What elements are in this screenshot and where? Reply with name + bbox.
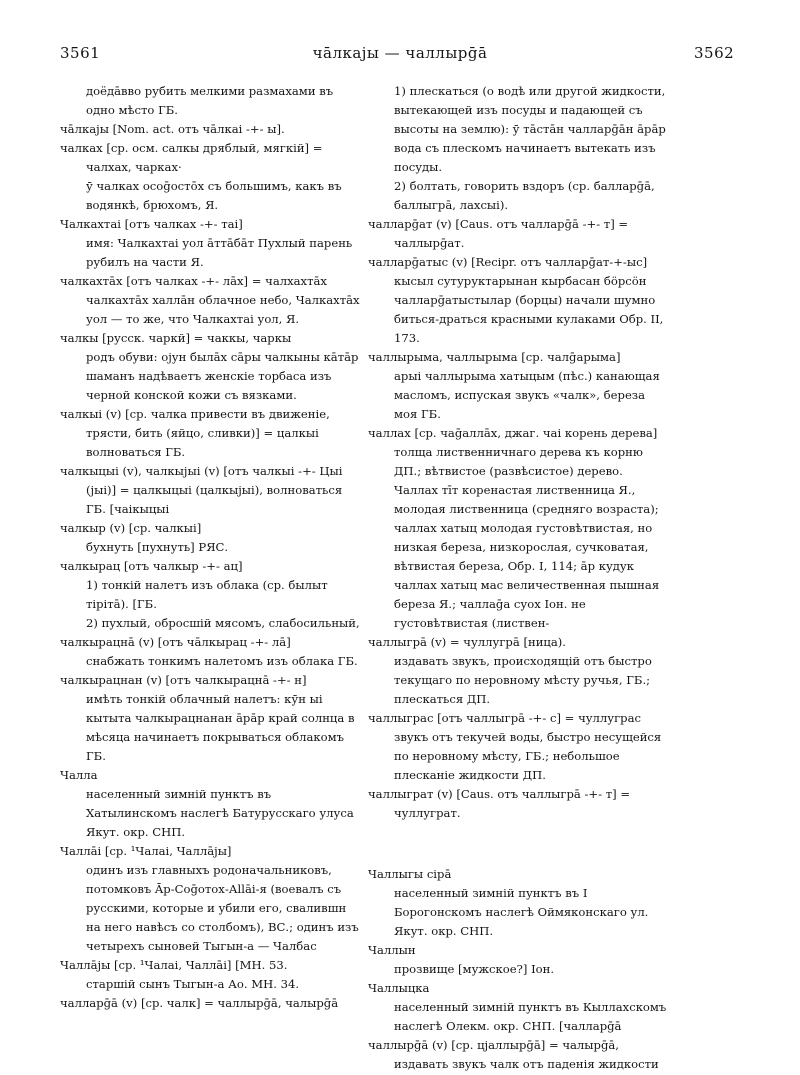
definition-text: 2) болтать, говорить вздоръ (ср. балларḡā, баллыгрā, лахсыі). — [394, 179, 655, 212]
definition-text: старшій сынъ Тыгын-а Ао. МН. 34. — [86, 977, 300, 991]
headword-line: чалларḡā (v) [ср. чалк] = чаллырḡā, чалырḡā — [60, 996, 339, 1010]
headword-line: чалкыцыі (v), чалкыjыі (v) [отъ чалкыі -+- Цыі (jыі)] = цалкыцыі (цалкыjыі), волноваться ГБ. [чаікыцыі — [60, 464, 343, 516]
right-column — [368, 82, 668, 1074]
headword-line: Чаллāі [ср. ¹Чалаі, Чаллājы] — [60, 844, 232, 858]
left-column — [60, 82, 360, 1013]
headword-line: Чаллын — [368, 943, 416, 958]
definition-text: волноваться ГБ. — [86, 445, 186, 459]
headword-line: чалках [ср. осм. салкы дряблый, мягкій] = чалхах, чарках· — [60, 141, 323, 174]
definition-text: ӯ чалках осоḡостōх съ большимъ, какъ въ водянкѣ, брюхомъ, Я. — [86, 179, 342, 212]
headword-line: чалкыі (v) [ср. чалка привести въ движеніе, трясти, бить (яйцо, сливки)] = цалкыі — [60, 407, 330, 440]
definition-text: толща лиственничнаго дерева къ корню ДП.; вѣтвистое (развѣсистое) дерево. Чаллах тīт коренастая лиственница Я., молодая лиственница (средняго возраста); чаллах хатыц молодая густовѣтвистая, но низкая береза, низкорослая, сучковатая, вѣтвистая береза, Обр. I, 114; āр кудук чаллах хатыц мас величественная пышная береза Я.; чаллаḡа суох Іон. не густовѣтвистая (листвен- — [394, 445, 660, 630]
definition-text: имѣть тонкій облачный налетъ: кӯн ыі кытыта чалкырацнанан āрāр край солнца в мѣсяца начинаетъ покрываться облакомъ ГБ. — [86, 692, 355, 763]
definition-text: бухнуть [пухнуть] РЯС. — [86, 540, 229, 554]
definition-text: 2) пухлый, обросшій мясомъ, слабосильный, — [86, 616, 360, 630]
definition-text: населенный зимній пунктъ въ Хатылинскомъ наслегѣ Батурусскаго улуса Якут. окр. СНП. — [86, 787, 354, 839]
spacer — [368, 835, 668, 854]
headword-line: чаллырыма, чаллырыма [ср. чалḡарыма] — [368, 350, 621, 364]
headword-line: Чаллыгы сірā — [368, 867, 452, 882]
definition-text: 1) тонкій налетъ изъ облака (ср. былыт тірітā). [ГБ. — [86, 578, 328, 611]
definition-text: звукъ отъ текучей воды, быстро несущейся по неровному мѣсту, ГБ.; небольшое плесканіе жидкости ДП. — [394, 730, 662, 782]
headword-line: чалкыр (v) [ср. чалкыі] — [60, 521, 202, 535]
headword-line: чалларḡатыс (v) [Recipr. отъ чалларḡат-+-ыс] — [368, 255, 648, 269]
headword-line: чалкы [русск. чаркй] = чаккы, чаркы — [60, 331, 292, 345]
headword-line: чалкахтāх [отъ чалках -+- лāх] = чалхахтāх — [60, 274, 327, 288]
definition-text: арыі чаллырыма хатыцым (пѣс.) канающая масломъ, испуская звукъ «чалк», береза моя ГБ. — [394, 369, 660, 421]
definition-text: чалкахтāх халлāн облачное небо, Чалкахтāх уол — то же, что Чалкахтаі уол, Я. — [86, 293, 360, 326]
definition-text: издавать звукъ чалк отъ паденія жидкости — [394, 1057, 659, 1072]
definition-text: издавать звукъ, происходящій отъ быстро текущаго по неровному мѣсту ручья, ГБ.; плескаться ДП. — [394, 654, 652, 706]
definition-text: населенный зимній пунктъ въ Кыллахскомъ наслегѣ Олекм. окр. СНП. [чалларḡā — [394, 1000, 667, 1034]
running-header-title: чāлкаjы — чаллырḡā — [312, 44, 488, 62]
definition-text: прозвище [мужское?] Іон. — [394, 962, 555, 977]
headword-line: чаллыграт (v) [Caus. отъ чаллыгрā -+- т] = чуллуграт. — [368, 787, 631, 820]
headword-line: чалкырац [отъ чалкыр -+- ац] — [60, 559, 243, 573]
definition-text: имя: Чалкахтаі уол āттāбāт Пухлый парень рубилъ на части Я. — [86, 236, 353, 269]
headword-line: чалларḡат (v) [Caus. отъ чалларḡā -+- т] = чаллырḡат. — [368, 217, 629, 250]
definition-text: населенный зимній пунктъ въ I Борогонскомъ наслегѣ Оймяконскаго ул. Якут. окр. СНП. — [394, 886, 649, 939]
headword-line: Чалла — [60, 768, 98, 782]
headword-line: чāлкаjы [Nom. act. отъ чāлкаі -+- ы]. — [60, 122, 285, 136]
headword-line: чаллыграс [отъ чаллыгрā -+- с] = чуллуграс — [368, 711, 642, 725]
headword-line: Чаллājы [ср. ¹Чалаі, Чаллāі] [МН. 53. — [60, 958, 288, 972]
definition-text: доёдāвво рубить мелкими размахами въ одно мѣсто ГБ. — [86, 84, 334, 117]
headword-line: чалкырацнā (v) [отъ чāлкырац -+- лā] — [60, 635, 291, 649]
left-page-number: 3561 — [60, 44, 101, 62]
headword-line: чалкырацнан (v) [отъ чалкырацнā -+- н] — [60, 673, 307, 687]
definition-text: кысыл сутуруктарынан кырбасан бöрсöн чалларḡатыстылар (борцы) начали шумно биться-драться красными кулаками Обр. II, 173. — [394, 274, 664, 345]
definition-text: 1) плескаться (о водѣ или другой жидкости, вытекающей изъ посуды и падающей съ высоты на землю): ӯ тāстāн чалларḡāн āрāр вода съ плескомъ начинаетъ вытекать изъ посуды. — [394, 84, 666, 174]
right-page-number: 3562 — [694, 44, 735, 62]
headword-line: Чалкахтаі [отъ чалках -+- таі] — [60, 217, 243, 231]
headword-line: Чаллыцка — [368, 981, 430, 996]
headword-line: чаллах [ср. чаḡаллāх, джаг. чаі корень дерева] — [368, 426, 658, 440]
definition-text: одинъ изъ главныхъ родоначальниковъ, потомковъ Āр-Соḡотох-Аllāі-я (воевалъ съ русскими, которые и убили его, свалившн на него навѣсъ со столбомъ), ВС.; одинъ изъ четырехъ сыновей Тыгын-а — Чалбас — [86, 863, 359, 953]
headword-line: чаллыгрā (v) = чуллугрā [ница). — [368, 635, 566, 649]
definition-text: снабжать тонкимъ налетомъ изъ облака ГБ. — [86, 654, 358, 668]
definition-text: родъ обуви: оjун былāх сāры чалкыны кāтāр шаманъ надѣваетъ женскіе торбаса изъ черной конской кожи съ вязками. — [86, 350, 359, 402]
headword-line: чаллырḡā (v) [ср. цjаллырḡā] = чалырḡā, — [368, 1038, 619, 1053]
